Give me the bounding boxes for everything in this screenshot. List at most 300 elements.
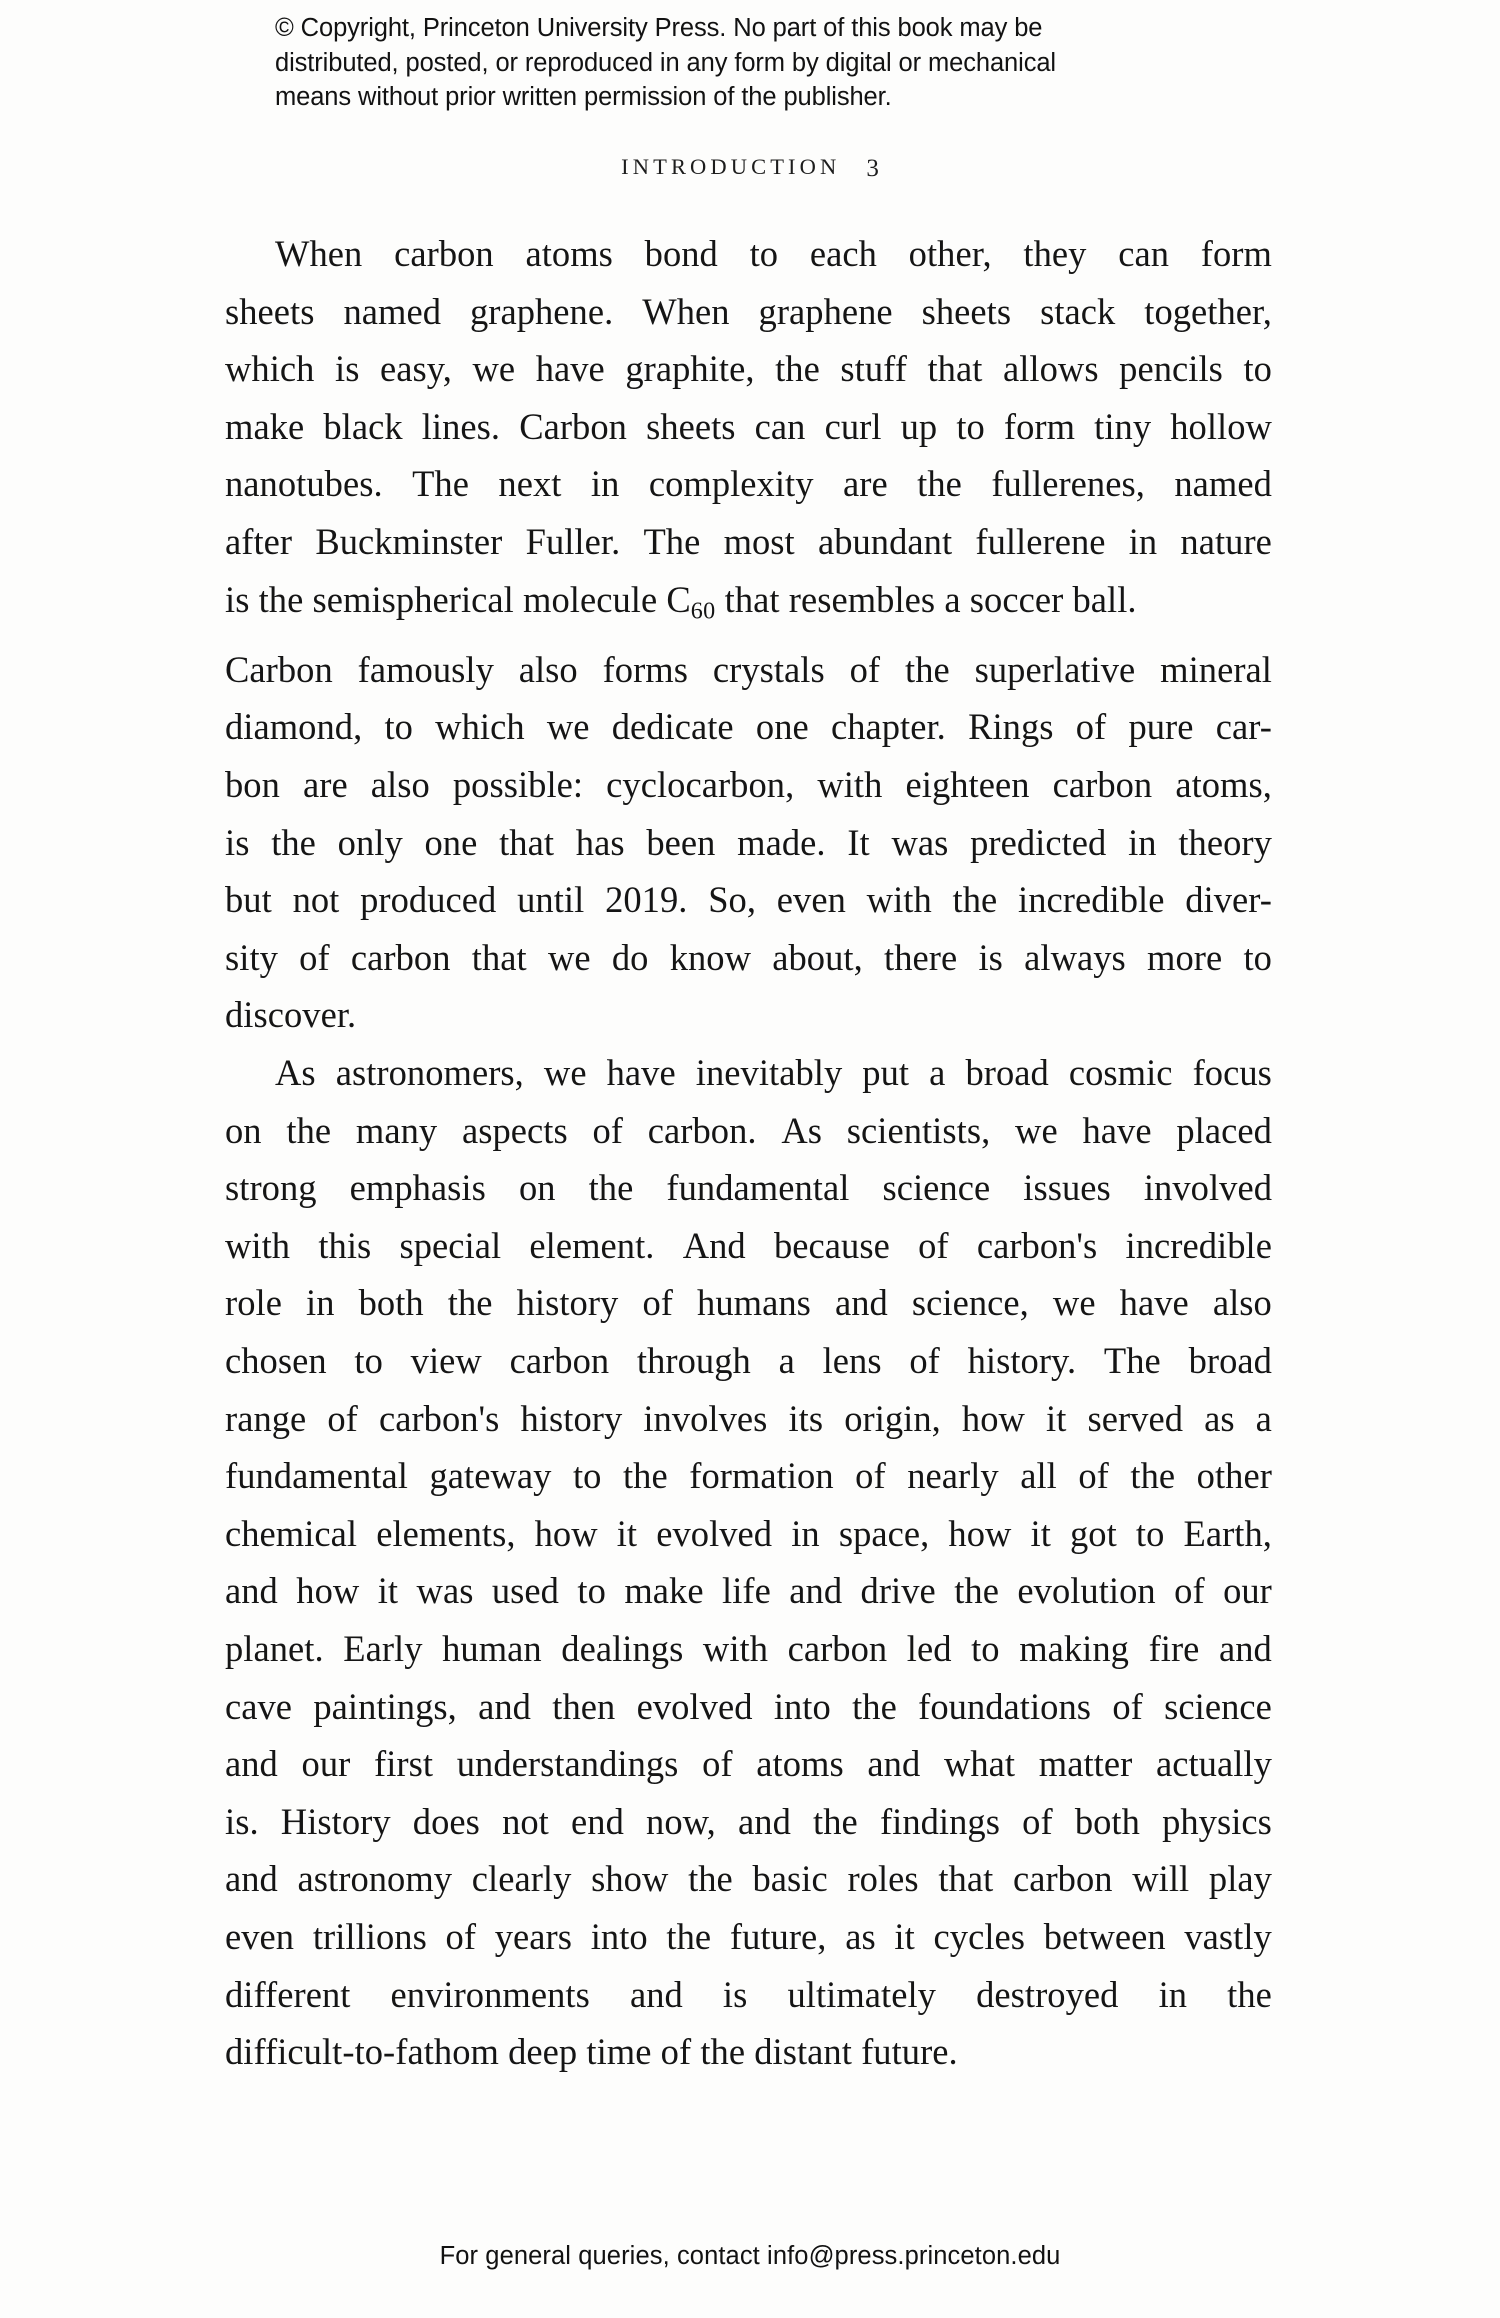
text-line xyxy=(225,513,1272,571)
word: Early xyxy=(343,1627,423,1669)
word: graphite, xyxy=(625,348,755,390)
word: after xyxy=(225,520,293,562)
word: can xyxy=(1118,233,1169,274)
word: strong xyxy=(225,1167,317,1209)
word: range xyxy=(225,1397,307,1439)
text-line xyxy=(225,1102,1272,1160)
word: produced xyxy=(360,879,497,921)
word: allows xyxy=(1002,348,1099,390)
word: it xyxy=(1046,1397,1067,1439)
word: to xyxy=(749,233,779,274)
word: science xyxy=(1164,1685,1272,1727)
word: as xyxy=(1204,1397,1235,1439)
text-line xyxy=(225,1678,1272,1736)
word: of xyxy=(445,1915,477,1957)
word: of xyxy=(855,1455,886,1497)
word: is xyxy=(225,821,250,863)
word: into xyxy=(590,1915,648,1957)
word: involved xyxy=(1143,1167,1272,1209)
word: humans xyxy=(697,1282,811,1324)
word: of xyxy=(1022,1800,1053,1842)
word: how xyxy=(296,1570,360,1612)
word: of xyxy=(299,936,330,978)
word: foundations xyxy=(918,1685,1092,1727)
word: of xyxy=(702,1743,733,1785)
word: know xyxy=(669,936,751,978)
word: and xyxy=(789,1570,843,1612)
word: years xyxy=(494,1915,573,1957)
word: inevitably xyxy=(695,1052,843,1094)
word: atoms xyxy=(525,233,613,274)
running-head-title: INTRODUCTION xyxy=(621,154,841,179)
word: mineral xyxy=(1160,648,1272,690)
word: human xyxy=(442,1627,542,1669)
word: form xyxy=(1200,233,1272,274)
word: the xyxy=(271,821,316,863)
paragraph-2 xyxy=(225,1044,1272,2081)
word: but xyxy=(225,879,272,921)
word: involves xyxy=(643,1397,768,1439)
word: with xyxy=(866,879,932,921)
text-line xyxy=(225,455,1272,513)
word: made. xyxy=(737,821,826,863)
word: view xyxy=(410,1340,482,1382)
word: And xyxy=(682,1224,746,1266)
word: eighteen xyxy=(905,764,1030,806)
word: cyclocarbon, xyxy=(606,764,795,806)
word: of xyxy=(592,1109,623,1151)
word: it xyxy=(894,1915,915,1957)
word: is xyxy=(335,348,360,390)
word: both xyxy=(1074,1800,1140,1842)
word: next xyxy=(498,463,562,505)
text-line xyxy=(225,1793,1272,1851)
word: complexity xyxy=(648,463,814,505)
word: astronomy xyxy=(297,1858,453,1900)
word: to xyxy=(577,1570,606,1612)
word: carbon. xyxy=(647,1109,757,1151)
word: a xyxy=(929,1052,946,1094)
word: put xyxy=(862,1052,910,1094)
word: the xyxy=(917,463,962,505)
word: also xyxy=(518,648,578,690)
word: will xyxy=(1132,1858,1190,1900)
word: into xyxy=(773,1685,831,1727)
word: pure xyxy=(1128,706,1194,748)
word: in xyxy=(1128,520,1158,562)
word: that xyxy=(938,1858,994,1900)
word: through xyxy=(636,1340,751,1382)
word: nanotubes. xyxy=(225,463,383,505)
word: more xyxy=(1147,936,1223,978)
word: the xyxy=(905,648,950,690)
word: has xyxy=(575,821,625,863)
word: ultimately xyxy=(787,1973,936,2015)
word: make xyxy=(624,1570,704,1612)
word: carbon xyxy=(787,1627,888,1669)
word: was xyxy=(416,1570,474,1612)
word: and xyxy=(225,1858,278,1900)
paragraph-1 xyxy=(225,225,1272,1044)
word: does xyxy=(412,1800,480,1842)
word: theory xyxy=(1178,821,1272,863)
word: cosmic xyxy=(1068,1052,1173,1094)
word: The xyxy=(643,520,701,562)
word: on xyxy=(225,1109,262,1151)
word: to xyxy=(1243,348,1272,390)
word: the xyxy=(952,879,998,921)
word: and xyxy=(478,1685,531,1727)
word: its xyxy=(788,1397,824,1439)
word: possible: xyxy=(452,764,584,806)
word: destroyed xyxy=(976,1973,1119,2015)
word: dedicate xyxy=(611,706,734,748)
word: gateway xyxy=(429,1455,552,1497)
word: chapter. xyxy=(830,706,946,748)
word: carbon xyxy=(1052,764,1153,806)
word: the xyxy=(852,1685,897,1727)
word: a xyxy=(778,1340,795,1382)
word: end xyxy=(571,1800,624,1842)
word: all xyxy=(1020,1455,1057,1497)
word: and xyxy=(834,1282,888,1324)
word: making xyxy=(1019,1627,1129,1669)
word: atoms, xyxy=(1175,764,1272,806)
word: we xyxy=(546,706,590,748)
word: that xyxy=(927,348,983,390)
word: of xyxy=(849,648,881,690)
word: evolved xyxy=(636,1685,753,1727)
word: to xyxy=(956,405,985,447)
text-line xyxy=(225,1850,1272,1908)
word: forms xyxy=(602,648,688,690)
copyright-line-1: © Copyright, Princeton University Press. No part of this book may be xyxy=(275,14,1043,42)
word: other, xyxy=(908,233,992,274)
word: even xyxy=(225,1915,295,1957)
word: hollow xyxy=(1170,405,1272,447)
word: show xyxy=(591,1858,669,1900)
word: fire xyxy=(1148,1627,1200,1669)
word: the xyxy=(1227,1973,1272,2015)
word: play xyxy=(1208,1858,1272,1900)
word: When xyxy=(642,290,730,332)
word: abundant xyxy=(817,520,953,562)
text-line xyxy=(225,1620,1272,1678)
word: it xyxy=(1030,1512,1051,1554)
word: there xyxy=(884,936,958,978)
word: as xyxy=(845,1915,876,1957)
word: is xyxy=(722,1973,748,2015)
word: because xyxy=(773,1224,890,1266)
word: the xyxy=(813,1800,858,1842)
text-line xyxy=(225,1332,1272,1390)
word: most xyxy=(723,520,795,562)
text-line xyxy=(225,340,1272,398)
word: are xyxy=(842,463,888,505)
word: that xyxy=(499,821,555,863)
text-line xyxy=(225,398,1272,456)
word: cycles xyxy=(933,1915,1026,1957)
word: first xyxy=(374,1743,434,1785)
word: also xyxy=(370,764,430,806)
word: fundamental xyxy=(225,1455,408,1497)
word: The xyxy=(1103,1340,1161,1382)
word: trillions xyxy=(312,1915,427,1957)
word: the xyxy=(588,1167,634,1209)
text-line xyxy=(225,1735,1272,1793)
word: between xyxy=(1043,1915,1166,1957)
word: make xyxy=(225,405,305,447)
word: space, xyxy=(838,1512,930,1554)
word: until xyxy=(517,879,585,921)
text-line xyxy=(225,641,1272,699)
word: environments xyxy=(390,1973,590,2015)
word: stuff xyxy=(840,348,907,390)
word: matter xyxy=(1038,1743,1133,1785)
word: many xyxy=(355,1109,438,1151)
word: the xyxy=(954,1570,999,1612)
word: history. xyxy=(967,1340,1077,1382)
word: always xyxy=(1024,936,1126,978)
text-line xyxy=(225,1966,1272,2024)
word: our xyxy=(1223,1570,1272,1612)
word: bon xyxy=(225,764,280,806)
word: in xyxy=(306,1282,335,1324)
word: curl xyxy=(824,405,882,447)
copyright-line-3: means without prior written permission of the publisher. xyxy=(275,83,892,111)
word: science, xyxy=(911,1282,1029,1324)
word: can xyxy=(754,405,806,447)
word: sity xyxy=(225,936,278,978)
word: tiny xyxy=(1094,405,1152,447)
word: named xyxy=(1174,463,1272,505)
word: not xyxy=(292,879,340,921)
word: about, xyxy=(772,936,863,978)
word: carbon xyxy=(350,936,451,978)
word: nature xyxy=(1180,520,1272,562)
word: have xyxy=(1119,1282,1189,1324)
word: astronomers, xyxy=(335,1052,524,1094)
word: actually xyxy=(1155,1743,1272,1785)
word: So, xyxy=(708,879,757,921)
running-head xyxy=(0,152,1500,182)
word: one xyxy=(755,706,809,748)
word: fundamental xyxy=(666,1167,850,1209)
word: black xyxy=(323,405,403,447)
word: led xyxy=(906,1627,952,1669)
word: paintings, xyxy=(313,1685,457,1727)
word: science xyxy=(882,1167,991,1209)
word: carbon xyxy=(509,1340,610,1382)
word: special xyxy=(399,1224,502,1266)
word: History xyxy=(280,1800,391,1842)
word: fullerenes, xyxy=(991,463,1145,505)
word: formation xyxy=(689,1455,834,1497)
word: roles xyxy=(847,1858,919,1900)
word: broad xyxy=(965,1052,1049,1094)
word: sheets xyxy=(921,290,1012,332)
word: broad xyxy=(1188,1340,1272,1382)
word: superlative xyxy=(974,648,1136,690)
word: both xyxy=(358,1282,424,1324)
word: dealings xyxy=(561,1627,684,1669)
word: they xyxy=(1023,233,1087,274)
word: nearly xyxy=(907,1455,999,1497)
word: of xyxy=(1112,1685,1143,1727)
word: element. xyxy=(529,1224,655,1266)
text-line xyxy=(225,1505,1272,1563)
word: of xyxy=(918,1224,949,1266)
text-line xyxy=(225,1044,1272,1102)
text-line xyxy=(225,756,1272,814)
word: with xyxy=(225,1224,291,1266)
word: drive xyxy=(860,1570,936,1612)
word: history xyxy=(516,1282,619,1324)
text-line xyxy=(225,871,1272,929)
word: aspects xyxy=(461,1109,568,1151)
word: in xyxy=(1158,1973,1188,2015)
word: planet. xyxy=(225,1627,324,1669)
text-line xyxy=(225,1447,1272,1505)
word: incredible xyxy=(1018,879,1165,921)
word: is. xyxy=(225,1800,259,1842)
word: graphene. xyxy=(469,290,614,332)
word: which xyxy=(435,706,525,748)
text-line xyxy=(225,814,1272,872)
word: only xyxy=(337,821,403,863)
subscript-60: 60 xyxy=(690,598,716,625)
word: lens xyxy=(822,1340,882,1382)
word: vastly xyxy=(1184,1915,1272,1957)
word: with xyxy=(702,1627,769,1669)
word: Earth, xyxy=(1183,1512,1272,1554)
word: of xyxy=(1174,1570,1205,1612)
text-line: discover. xyxy=(225,994,357,1036)
word: in xyxy=(1128,821,1157,863)
word: Buckminster xyxy=(315,520,503,562)
word: Rings xyxy=(968,706,1054,748)
word: it xyxy=(377,1570,399,1612)
text-line xyxy=(225,283,1272,341)
word: and xyxy=(1219,1627,1272,1669)
body-text-column xyxy=(225,225,1272,2081)
word: crystals xyxy=(712,648,825,690)
word: placed xyxy=(1176,1109,1272,1151)
word: this xyxy=(318,1224,372,1266)
text-line: difficult-to-fathom deep time of the distant future. xyxy=(225,2031,958,2073)
word: history xyxy=(520,1397,623,1439)
word: the xyxy=(622,1455,668,1497)
word: 2019. xyxy=(605,879,688,921)
word: life xyxy=(722,1570,771,1612)
word: Fuller. xyxy=(525,520,621,562)
word: the xyxy=(666,1915,712,1957)
text-line xyxy=(225,929,1272,987)
text-line xyxy=(225,698,1272,756)
word: lines. xyxy=(421,405,501,447)
word: in xyxy=(791,1512,820,1554)
word: how xyxy=(948,1512,1012,1554)
word: our xyxy=(301,1743,351,1785)
word: findings xyxy=(879,1800,1000,1842)
word: we xyxy=(543,1052,587,1094)
word: together, xyxy=(1144,290,1272,332)
word: As xyxy=(781,1109,822,1151)
word: easy, xyxy=(380,348,452,390)
word: basic xyxy=(752,1858,828,1900)
word: focus xyxy=(1192,1052,1272,1094)
word: how xyxy=(534,1512,598,1554)
word: carbon's xyxy=(378,1397,500,1439)
word: we xyxy=(1052,1282,1096,1324)
word: fullerene xyxy=(975,520,1106,562)
word: have xyxy=(535,348,605,390)
word: Carbon xyxy=(519,405,627,447)
word: other xyxy=(1196,1455,1272,1497)
word: are xyxy=(302,764,348,806)
word: a xyxy=(1255,1397,1272,1439)
word: of xyxy=(642,1282,673,1324)
word: we xyxy=(472,348,516,390)
word: to xyxy=(384,706,413,748)
word: sheets xyxy=(646,405,736,447)
word: to xyxy=(1243,936,1272,978)
word: predicted xyxy=(970,821,1107,863)
word: carbon xyxy=(1012,1858,1113,1900)
word: of xyxy=(327,1397,358,1439)
word: one xyxy=(424,821,478,863)
text-line: is the semispherical molecule $C_{60}$ that resembles a soccer ball. xyxy=(225,578,1137,625)
word: and xyxy=(738,1800,791,1842)
word: diamond, xyxy=(225,706,363,748)
word: carbon xyxy=(394,233,494,274)
word: As xyxy=(275,1052,316,1094)
word: incredible xyxy=(1125,1224,1272,1266)
word: in xyxy=(590,463,620,505)
word: issues xyxy=(1023,1167,1111,1209)
word: atoms xyxy=(756,1743,844,1785)
word: When xyxy=(275,233,363,274)
word: carbon's xyxy=(976,1224,1098,1266)
word: served xyxy=(1087,1397,1184,1439)
footer-queries: For general queries, contact info@press.princeton.edu xyxy=(439,2242,1061,2270)
page-number: 3 xyxy=(866,155,879,182)
word: to xyxy=(971,1627,1000,1669)
text-line xyxy=(225,225,1272,283)
word: bond xyxy=(644,233,718,274)
word: the xyxy=(447,1282,493,1324)
word: the xyxy=(775,348,820,390)
word: also xyxy=(1212,1282,1272,1324)
word: role xyxy=(225,1282,282,1324)
word: was xyxy=(891,821,949,863)
text-line xyxy=(225,1390,1272,1448)
text-line xyxy=(225,1908,1272,1966)
word: not xyxy=(502,1800,549,1842)
word: now, xyxy=(646,1800,716,1842)
word: each xyxy=(809,233,877,274)
word: Carbon xyxy=(225,648,333,690)
word: chosen xyxy=(225,1340,327,1382)
word: which xyxy=(225,348,315,390)
word: famously xyxy=(357,648,494,690)
word: stack xyxy=(1040,290,1116,332)
word: that xyxy=(471,936,527,978)
word: been xyxy=(646,821,716,863)
word: the xyxy=(286,1109,332,1151)
word: car- xyxy=(1215,706,1272,748)
word: cave xyxy=(225,1685,293,1727)
